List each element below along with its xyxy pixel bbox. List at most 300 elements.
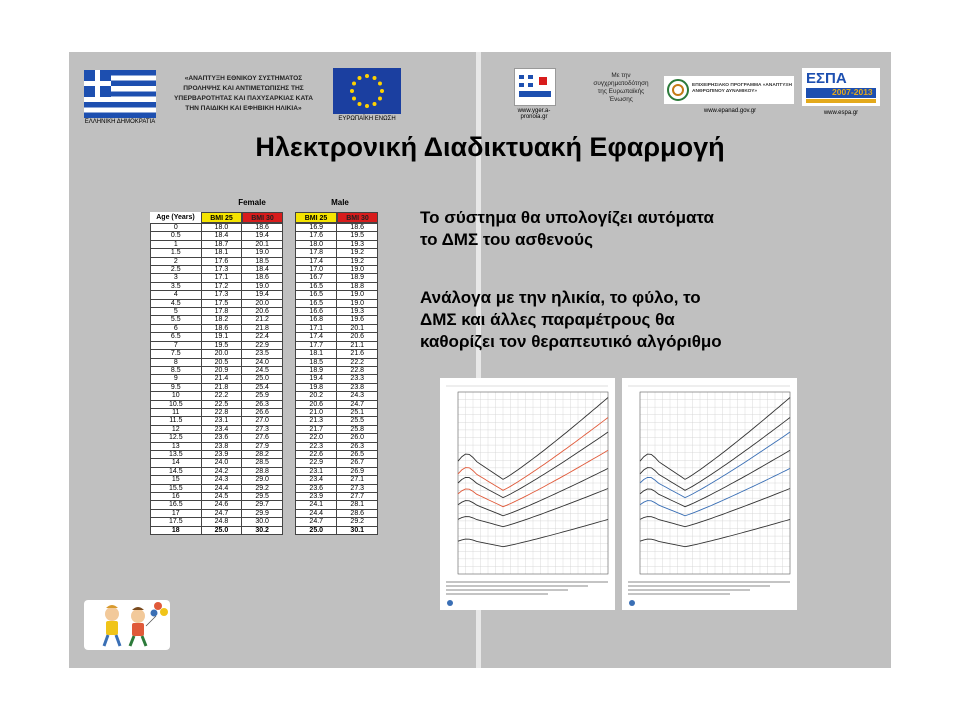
male-table-row (296, 526, 378, 534)
male-bmi30-cell: 19.0 (337, 299, 378, 307)
age-cell: 4 (151, 291, 202, 299)
female-table-row (151, 400, 283, 408)
female-bmi25-cell: 23.4 (201, 425, 242, 433)
female-bmi25-cell: 24.6 (201, 501, 242, 509)
male-bmi30-cell: 19.0 (337, 266, 378, 274)
greek-flag-caption: ΕΛΛΗΝΙΚΗ ΔΗΜΟΚΡΑΤΙΑ (84, 119, 156, 125)
male-bmi25-cell: 23.4 (296, 476, 337, 484)
age-cell: 10.5 (151, 400, 202, 408)
male-bmi25-cell: 22.9 (296, 459, 337, 467)
female-bmi30-cell: 18.4 (242, 266, 283, 274)
project-line-2: ΠΡΟΛΗΨΗΣ ΚΑΙ ΑΝΤΙΜΕΤΩΠΙΣΗΣ ΤΗΣ (183, 85, 304, 92)
male-bmi25-cell: 17.1 (296, 324, 337, 332)
male-bmi30-cell: 19.0 (337, 291, 378, 299)
male-bmi30-cell: 27.3 (337, 484, 378, 492)
female-bmi-table (150, 223, 283, 535)
age-cell: 8 (151, 358, 202, 366)
female-bmi30-cell: 20.6 (242, 308, 283, 316)
female-bmi25-cell: 20.0 (201, 350, 242, 358)
male-bmi30-cell: 25.5 (337, 417, 378, 425)
female-bmi25-cell: 24.3 (201, 476, 242, 484)
female-table-row (151, 341, 283, 349)
male-table-row (296, 392, 378, 400)
male-table-row (296, 408, 378, 416)
age-cell: 6 (151, 324, 202, 332)
male-table-row (296, 266, 378, 274)
paragraph-auto-bmi (420, 207, 840, 251)
cofunding-text (590, 72, 652, 104)
male-bmi30-cell: 26.3 (337, 442, 378, 450)
espa-site: www.espa.gr (823, 110, 859, 116)
age-cell: 1 (151, 240, 202, 248)
female-bmi30-cell: 20.0 (242, 299, 283, 307)
female-bmi30-cell: 21.8 (242, 324, 283, 332)
cofunding-line-3: της Ευρωπαϊκής (597, 88, 645, 95)
female-table-row (151, 358, 283, 366)
female-table-row (151, 417, 283, 425)
male-bmi25-cell: 18.5 (296, 358, 337, 366)
male-table-row (296, 484, 378, 492)
male-bmi30-cell: 28.6 (337, 509, 378, 517)
female-table-row (151, 291, 283, 299)
female-bmi30-cell: 26.3 (242, 400, 283, 408)
female-label: Female (238, 198, 266, 207)
male-bmi25-cell: 16.8 (296, 316, 337, 324)
male-bmi30-cell: 22.2 (337, 358, 378, 366)
eu-flag-caption: ΕΥΡΩΠΑΪΚΗ ΕΝΩΣΗ (338, 116, 396, 122)
male-bmi30-cell: 19.2 (337, 257, 378, 265)
cofunding-line-2: συγχρηματοδότηση (593, 80, 649, 87)
male-table-row (296, 316, 378, 324)
male-bmi25-cell: 21.0 (296, 408, 337, 416)
female-table-row (151, 509, 283, 517)
male-bmi25-cell: 22.0 (296, 434, 337, 442)
female-table-row (151, 484, 283, 492)
male-bmi25-cell: 16.5 (296, 291, 337, 299)
project-line-4: ΤΗΝ ΠΑΙΔΙΚΗ ΚΑΙ ΕΦΗΒΙΚΗ ΗΛΙΚΙΑ» (185, 105, 302, 112)
female-bmi25-cell: 24.4 (201, 484, 242, 492)
age-cell: 12.5 (151, 434, 202, 442)
project-title (166, 74, 321, 114)
male-bmi25-cell: 25.0 (296, 526, 337, 534)
female-bmi25-cell: 19.1 (201, 333, 242, 341)
age-cell: 3.5 (151, 282, 202, 290)
female-bmi25-cell: 24.2 (201, 467, 242, 475)
male-bmi30-cell: 27.7 (337, 493, 378, 501)
epanad-emblem-icon (666, 78, 690, 102)
male-bmi30-cell: 19.3 (337, 240, 378, 248)
female-table-row (151, 324, 283, 332)
male-bmi30-header: BMI 30 (337, 212, 378, 223)
female-table-row (151, 476, 283, 484)
male-table-row (296, 476, 378, 484)
age-cell: 7.5 (151, 350, 202, 358)
female-bmi25-cell: 23.9 (201, 450, 242, 458)
male-bmi25-header: BMI 25 (295, 212, 337, 223)
project-line-3: ΥΠΕΡΒΑΡΟΤΗΤΑΣ ΚΑΙ ΠΑΧΥΣΑΡΚΙΑΣ ΚΑΤΑ (174, 95, 313, 102)
male-bmi30-cell: 19.2 (337, 249, 378, 257)
female-bmi30-cell: 29.7 (242, 501, 283, 509)
female-bmi30-cell: 19.4 (242, 232, 283, 240)
male-bmi25-cell: 22.6 (296, 450, 337, 458)
male-table-row (296, 333, 378, 341)
female-bmi25-cell: 17.3 (201, 266, 242, 274)
female-bmi25-cell: 18.7 (201, 240, 242, 248)
age-cell: 17.5 (151, 518, 202, 526)
female-bmi25-cell: 20.9 (201, 366, 242, 374)
male-table-row (296, 383, 378, 391)
male-bmi25-cell: 18.0 (296, 240, 337, 248)
espa-logo (802, 68, 880, 106)
female-bmi25-cell: 17.2 (201, 282, 242, 290)
female-bmi25-cell: 18.6 (201, 324, 242, 332)
female-table-row (151, 232, 283, 240)
male-bmi25-cell: 17.6 (296, 232, 337, 240)
female-table-row (151, 366, 283, 374)
age-cell: 15.5 (151, 484, 202, 492)
age-cell: 12 (151, 425, 202, 433)
male-bmi30-cell: 20.1 (337, 324, 378, 332)
female-bmi25-cell: 24.0 (201, 459, 242, 467)
male-bmi25-cell: 16.5 (296, 282, 337, 290)
male-bmi-table (295, 223, 378, 535)
male-bmi30-cell: 23.8 (337, 383, 378, 391)
male-growth-chart-image (622, 378, 797, 610)
male-bmi30-cell: 28.1 (337, 501, 378, 509)
female-bmi30-cell: 19.0 (242, 249, 283, 257)
age-cell: 13.5 (151, 450, 202, 458)
male-label: Male (331, 198, 349, 207)
male-bmi30-cell: 20.6 (337, 333, 378, 341)
female-table-row (151, 299, 283, 307)
yger-site: www.yger.a-pronoia.gr (517, 108, 551, 120)
male-bmi25-cell: 17.8 (296, 249, 337, 257)
female-table-row (151, 266, 283, 274)
female-bmi30-cell: 29.0 (242, 476, 283, 484)
female-growth-chart-image (440, 378, 615, 610)
greek-flag-icon (84, 70, 156, 118)
male-bmi30-cell: 27.1 (337, 476, 378, 484)
age-cell: 5 (151, 308, 202, 316)
female-table-row (151, 493, 283, 501)
male-bmi30-cell: 22.8 (337, 366, 378, 374)
male-table-row (296, 257, 378, 265)
male-bmi25-cell: 16.6 (296, 308, 337, 316)
male-bmi25-cell: 16.9 (296, 224, 337, 232)
paragraph-algorithm (420, 287, 840, 353)
male-bmi25-cell: 23.9 (296, 493, 337, 501)
female-bmi30-cell: 24.5 (242, 366, 283, 374)
male-bmi30-cell: 26.7 (337, 459, 378, 467)
female-table-row (151, 434, 283, 442)
age-cell: 0 (151, 224, 202, 232)
chart-publisher-logo-icon (447, 600, 453, 606)
male-bmi30-cell: 18.8 (337, 282, 378, 290)
male-bmi30-cell: 24.3 (337, 392, 378, 400)
male-table-row (296, 249, 378, 257)
age-header: Age (Years) (150, 212, 201, 223)
female-bmi25-cell: 18.1 (201, 249, 242, 257)
male-bmi30-cell: 26.5 (337, 450, 378, 458)
female-bmi30-cell: 28.2 (242, 450, 283, 458)
female-table-row (151, 518, 283, 526)
female-bmi30-cell: 18.6 (242, 224, 283, 232)
espa-logo-text: ΕΣΠΑ (806, 70, 847, 87)
female-bmi25-cell: 19.5 (201, 341, 242, 349)
cofunding-line-1: Με την (611, 72, 631, 79)
male-bmi25-cell: 24.7 (296, 518, 337, 526)
male-table-row (296, 366, 378, 374)
male-growth-curves (622, 378, 797, 610)
male-bmi25-cell: 17.0 (296, 266, 337, 274)
male-table-row (296, 240, 378, 248)
female-bmi30-cell: 29.2 (242, 484, 283, 492)
female-bmi30-cell: 28.8 (242, 467, 283, 475)
male-table-row (296, 493, 378, 501)
male-table-row (296, 282, 378, 290)
male-bmi25-cell: 18.1 (296, 350, 337, 358)
female-table-row (151, 257, 283, 265)
female-table-row (151, 316, 283, 324)
female-table-row (151, 350, 283, 358)
male-table-row (296, 425, 378, 433)
male-table-row (296, 358, 378, 366)
male-bmi30-cell: 25.8 (337, 425, 378, 433)
epanad-site: www.epanad.gov.gr (703, 108, 757, 114)
male-table-row (296, 450, 378, 458)
chart-publisher-logo-icon (629, 600, 635, 606)
paragraph2-line1: Ανάλογα με την ηλικία, το φύλο, το (420, 288, 701, 307)
female-table-row (151, 282, 283, 290)
female-bmi30-cell: 25.9 (242, 392, 283, 400)
age-cell: 1.5 (151, 249, 202, 257)
age-cell: 17 (151, 509, 202, 517)
age-cell: 18 (151, 526, 202, 534)
female-table-row (151, 224, 283, 232)
female-bmi25-cell: 24.5 (201, 493, 242, 501)
age-cell: 16 (151, 493, 202, 501)
age-cell: 9.5 (151, 383, 202, 391)
female-bmi30-cell: 27.3 (242, 425, 283, 433)
age-cell: 7 (151, 341, 202, 349)
age-cell: 10 (151, 392, 202, 400)
age-cell: 14.5 (151, 467, 202, 475)
female-bmi25-cell: 22.8 (201, 408, 242, 416)
male-bmi30-cell: 21.6 (337, 350, 378, 358)
age-cell: 3 (151, 274, 202, 282)
female-table-row (151, 408, 283, 416)
male-table-row (296, 308, 378, 316)
male-table-row (296, 518, 378, 526)
female-bmi25-cell: 23.6 (201, 434, 242, 442)
male-bmi25-cell: 23.6 (296, 484, 337, 492)
male-bmi25-cell: 17.4 (296, 257, 337, 265)
male-bmi25-cell: 22.3 (296, 442, 337, 450)
cofunding-line-4: Ένωσης (609, 96, 633, 103)
female-table-row (151, 308, 283, 316)
age-cell: 8.5 (151, 366, 202, 374)
female-table-row (151, 526, 283, 534)
female-table-row (151, 442, 283, 450)
female-table-row (151, 333, 283, 341)
male-bmi25-cell: 24.4 (296, 509, 337, 517)
female-bmi30-cell: 22.9 (242, 341, 283, 349)
paragraph2-line2: ΔΜΣ και άλλες παραμέτρους θα (420, 310, 675, 329)
male-bmi30-cell: 18.6 (337, 224, 378, 232)
paragraph1-line1: Το σύστημα θα υπολογίζει αυτόματα (420, 208, 714, 227)
male-bmi30-cell: 26.9 (337, 467, 378, 475)
female-bmi30-cell: 19.0 (242, 282, 283, 290)
male-bmi25-cell: 24.1 (296, 501, 337, 509)
male-table-row (296, 274, 378, 282)
male-bmi25-cell: 20.2 (296, 392, 337, 400)
age-cell: 2 (151, 257, 202, 265)
male-bmi30-cell: 24.7 (337, 400, 378, 408)
female-bmi25-cell: 18.0 (201, 224, 242, 232)
female-bmi25-cell: 23.1 (201, 417, 242, 425)
eu-flag-icon (333, 68, 401, 114)
age-cell: 14 (151, 459, 202, 467)
female-bmi30-cell: 25.0 (242, 375, 283, 383)
female-bmi30-cell: 18.5 (242, 257, 283, 265)
female-bmi25-cell: 17.3 (201, 291, 242, 299)
female-bmi30-cell: 30.0 (242, 518, 283, 526)
female-bmi25-cell: 17.5 (201, 299, 242, 307)
epanad-logo (664, 76, 794, 104)
male-table-row (296, 324, 378, 332)
female-bmi30-cell: 29.5 (242, 493, 283, 501)
female-bmi30-cell: 24.0 (242, 358, 283, 366)
female-bmi25-cell: 22.5 (201, 400, 242, 408)
male-bmi25-cell: 23.1 (296, 467, 337, 475)
female-table-row (151, 425, 283, 433)
age-cell: 13 (151, 442, 202, 450)
female-bmi30-cell: 25.4 (242, 383, 283, 391)
female-bmi25-cell: 24.7 (201, 509, 242, 517)
female-bmi25-cell: 17.8 (201, 308, 242, 316)
female-bmi30-cell: 27.6 (242, 434, 283, 442)
espa-years: 2007-2013 (832, 87, 873, 97)
male-table-row (296, 501, 378, 509)
female-bmi30-cell: 22.4 (242, 333, 283, 341)
male-table-row (296, 375, 378, 383)
male-table-row (296, 467, 378, 475)
male-bmi25-cell: 17.7 (296, 341, 337, 349)
male-table-row (296, 291, 378, 299)
male-table-row (296, 509, 378, 517)
female-bmi25-cell: 21.4 (201, 375, 242, 383)
female-bmi30-cell: 29.9 (242, 509, 283, 517)
female-bmi25-cell: 20.5 (201, 358, 242, 366)
female-bmi30-cell: 19.4 (242, 291, 283, 299)
male-bmi25-cell: 20.6 (296, 400, 337, 408)
age-cell: 11 (151, 408, 202, 416)
male-bmi25-cell: 19.8 (296, 383, 337, 391)
female-table-row (151, 375, 283, 383)
female-table-row (151, 392, 283, 400)
female-bmi25-cell: 17.6 (201, 257, 242, 265)
female-growth-curves (440, 378, 615, 610)
male-bmi30-cell: 19.5 (337, 232, 378, 240)
kids-illustration (84, 600, 170, 650)
male-bmi25-cell: 16.7 (296, 274, 337, 282)
male-bmi30-cell: 21.1 (337, 341, 378, 349)
project-line-1: «ΑΝΑΠΤΥΞΗ ΕΘΝΙΚΟΥ ΣΥΣΤΗΜΑΤΟΣ (184, 75, 303, 82)
female-bmi25-cell: 24.8 (201, 518, 242, 526)
female-table-row (151, 467, 283, 475)
male-bmi25-cell: 16.5 (296, 299, 337, 307)
female-table-row (151, 249, 283, 257)
female-bmi25-cell: 25.0 (201, 526, 242, 534)
female-bmi25-cell: 18.2 (201, 316, 242, 324)
male-bmi25-cell: 19.4 (296, 375, 337, 383)
male-table-row (296, 434, 378, 442)
female-bmi25-cell: 18.4 (201, 232, 242, 240)
female-bmi30-cell: 20.1 (242, 240, 283, 248)
female-bmi25-cell: 21.8 (201, 383, 242, 391)
male-table-row (296, 400, 378, 408)
male-table-row (296, 417, 378, 425)
paragraph1-line2: το ΔΜΣ του ασθενούς (420, 230, 593, 249)
age-cell: 15 (151, 476, 202, 484)
male-table-row (296, 442, 378, 450)
female-table-row (151, 450, 283, 458)
ministry-logo-icon (514, 68, 556, 106)
male-bmi30-cell: 23.3 (337, 375, 378, 383)
female-bmi25-header: BMI 25 (201, 212, 242, 223)
female-bmi30-cell: 26.6 (242, 408, 283, 416)
male-bmi30-cell: 19.6 (337, 316, 378, 324)
female-table-row (151, 501, 283, 509)
male-table-row (296, 341, 378, 349)
male-table-row (296, 459, 378, 467)
male-table-row (296, 299, 378, 307)
female-bmi30-cell: 28.5 (242, 459, 283, 467)
female-bmi25-cell: 23.8 (201, 442, 242, 450)
male-table-row (296, 350, 378, 358)
male-bmi30-cell: 18.9 (337, 274, 378, 282)
female-table-row (151, 383, 283, 391)
male-table-row (296, 232, 378, 240)
paragraph2-line3: καθορίζει τον θεραπευτικό αλγόριθμο (420, 332, 722, 351)
age-cell: 6.5 (151, 333, 202, 341)
age-cell: 9 (151, 375, 202, 383)
female-bmi30-header: BMI 30 (242, 212, 283, 223)
female-table-row (151, 240, 283, 248)
male-bmi30-cell: 26.0 (337, 434, 378, 442)
female-bmi30-cell: 30.2 (242, 526, 283, 534)
age-cell: 5.5 (151, 316, 202, 324)
male-bmi30-cell: 19.3 (337, 308, 378, 316)
age-cell: 0.5 (151, 232, 202, 240)
female-bmi25-cell: 17.1 (201, 274, 242, 282)
age-cell: 4.5 (151, 299, 202, 307)
male-bmi25-cell: 21.3 (296, 417, 337, 425)
female-bmi30-cell: 18.6 (242, 274, 283, 282)
epanad-title: ΕΠΙΧΕΙΡΗΣΙΑΚΟ ΠΡΟΓΡΑΜΜΑ «ΑΝΑΠΤΥΞΗ ΑΝΘΡΩΠΙΝΟΥ ΔΥΝΑΜΙΚΟΥ» (692, 83, 792, 94)
male-table-row (296, 224, 378, 232)
female-bmi30-cell: 27.0 (242, 417, 283, 425)
female-table-row (151, 274, 283, 282)
male-bmi30-cell: 25.1 (337, 408, 378, 416)
female-table-row (151, 459, 283, 467)
male-bmi30-cell: 30.1 (337, 526, 378, 534)
age-cell: 2.5 (151, 266, 202, 274)
page-title: Ηλεκτρονική Διαδικτυακή Εφαρμογή (255, 132, 725, 162)
female-bmi30-cell: 21.2 (242, 316, 283, 324)
female-bmi25-cell: 22.2 (201, 392, 242, 400)
male-bmi25-cell: 17.4 (296, 333, 337, 341)
